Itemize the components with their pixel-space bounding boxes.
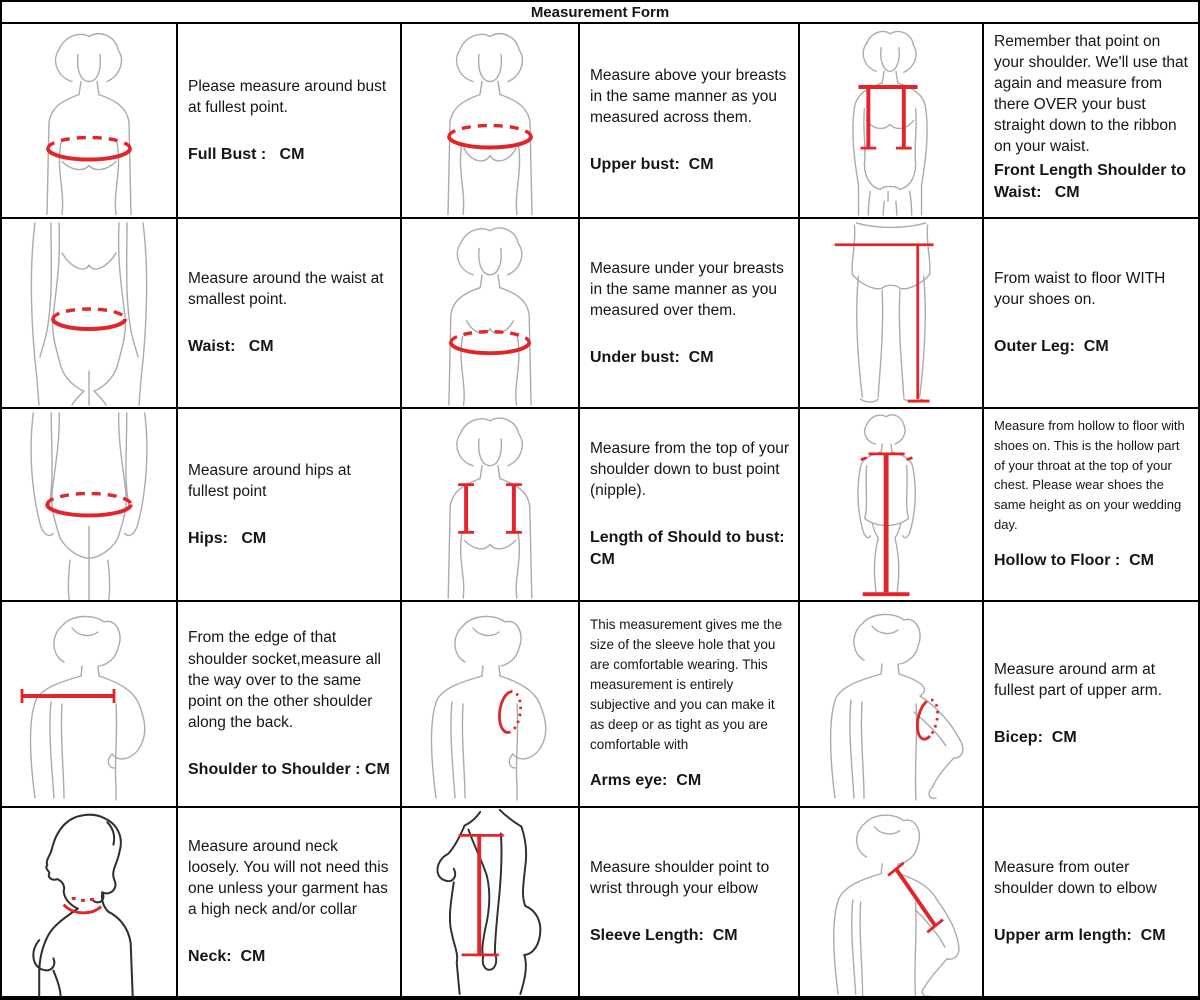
arms-eye-figure <box>402 602 578 806</box>
measure-label: Bicep: CM <box>994 729 1077 747</box>
measure-label: Full Bust : CM <box>188 145 305 163</box>
measure-description: Measure above your breasts in the same manner as you measured across them. <box>590 67 787 127</box>
measure-description: Remember that point on your shoulder. We'll use that again and measure from there OVER your bust straight down to the ribbon on your waist. <box>994 33 1188 156</box>
sleeve-length-illustration <box>402 808 578 996</box>
arms-eye-illustration <box>402 602 578 806</box>
measure-label: Outer Leg: CM <box>994 338 1109 356</box>
hollow-to-floor-figure <box>800 409 982 600</box>
waist-measure-line <box>53 309 125 329</box>
upper-arm-length-cell <box>984 808 1198 996</box>
measure-label: Sleeve Length: CM <box>590 927 738 945</box>
hollow-to-floor-measure-line <box>861 454 913 594</box>
measure-label: Length of Should to bust: CM <box>590 529 794 569</box>
upper-bust-figure <box>402 24 578 217</box>
page-title: Measurement Form <box>2 2 1198 22</box>
sleeve-length-cell <box>580 808 798 996</box>
shoulder-to-bust-illustration <box>402 409 578 600</box>
full-bust-illustration <box>2 24 176 217</box>
bicep-cell <box>984 602 1198 806</box>
hollow-to-floor-illustration <box>800 409 982 600</box>
front-length-cell <box>984 24 1198 217</box>
shoulder-to-bust-cell <box>580 409 798 600</box>
waist-cell <box>178 219 400 407</box>
shoulder-to-bust-figure <box>402 409 578 600</box>
measure-description: Measure around hips at fullest point <box>188 461 351 500</box>
measure-label: Hollow to Floor : CM <box>994 551 1154 569</box>
outer-leg-illustration <box>800 219 982 407</box>
under-bust-cell <box>580 219 798 407</box>
neck-illustration <box>2 808 176 996</box>
full-bust-figure <box>2 24 176 217</box>
measure-description: Measure around neck loosely. You will not need this one unless your garment has a high neck and/or collar <box>188 837 389 919</box>
outer-leg-measure-line <box>835 245 934 401</box>
hips-figure <box>2 409 176 600</box>
upper-arm-length-figure <box>800 808 982 996</box>
upper-bust-illustration <box>402 24 578 217</box>
measure-description: This measurement gives me the size of the sleeve hole that you are comfortable wearing. This measurement is entirely subjective and you can make it as deep or as tight as you are comfortable with <box>590 617 783 753</box>
front-length-illustration <box>800 24 982 217</box>
hips-cell <box>178 409 400 600</box>
under-bust-measure-line <box>451 332 529 354</box>
sleeve-length-measure-line <box>459 835 504 954</box>
measure-description: Measure from hollow to floor with shoes on. This is the hollow part of your throat at the top of your chest. Please wear shoes the same height as on your wedding day. <box>994 418 1185 532</box>
measure-description: Measure under your breasts in the same manner as you measured over them. <box>590 259 784 319</box>
measure-label: Shoulder to Shoulder : CM <box>188 760 390 778</box>
full-bust-cell <box>178 24 400 217</box>
front-length-measure-line <box>859 87 918 148</box>
measure-description: From the edge of that shoulder socket,measure all the way over to the same point on the other shoulder along the back. <box>188 629 381 731</box>
waist-illustration <box>2 219 176 407</box>
measure-label: Front Length Shoulder to Waist: CM <box>994 162 1191 202</box>
measure-description: Please measure around bust at fullest point. <box>188 77 387 116</box>
waist-figure <box>2 219 176 407</box>
outer-leg-figure <box>800 219 982 407</box>
shoulder-to-bust-measure-line <box>458 485 522 533</box>
measure-label: Arms eye: CM <box>590 772 702 790</box>
measure-label: Neck: CM <box>188 948 266 966</box>
shoulder-to-shoulder-cell <box>178 602 400 806</box>
measure-label: Waist: CM <box>188 338 274 356</box>
bicep-figure <box>800 602 982 806</box>
measure-label: Hips: CM <box>188 529 267 547</box>
bicep-measure-line <box>917 700 937 739</box>
neck-measure-line <box>64 898 102 912</box>
upper-arm-length-illustration <box>800 808 982 996</box>
front-length-figure <box>800 24 982 217</box>
upper-bust-cell <box>580 24 798 217</box>
hollow-to-floor-cell <box>984 409 1198 600</box>
hips-measure-line <box>47 494 131 516</box>
hips-illustration <box>2 409 176 600</box>
measure-description: Measure shoulder point to wrist through your elbow <box>590 859 770 898</box>
neck-cell <box>178 808 400 996</box>
shoulder-to-shoulder-illustration <box>2 602 176 806</box>
measure-description: Measure around the waist at smallest point. <box>188 270 384 309</box>
upper-bust-measure-line <box>449 126 531 148</box>
under-bust-figure <box>402 219 578 407</box>
arms-eye-cell <box>580 602 798 806</box>
measure-label: Upper bust: CM <box>590 156 714 174</box>
measure-label: Under bust: CM <box>590 348 714 366</box>
shoulder-to-shoulder-figure <box>2 602 176 806</box>
outer-leg-cell <box>984 219 1198 407</box>
measure-label: Upper arm length: CM <box>994 927 1166 945</box>
under-bust-illustration <box>402 219 578 407</box>
sleeve-length-figure <box>402 808 578 996</box>
measure-description: Measure around arm at fullest part of upper arm. <box>994 661 1162 700</box>
measure-description: Measure from outer shoulder down to elbow <box>994 859 1157 898</box>
measure-description: From waist to floor WITH your shoes on. <box>994 270 1166 309</box>
neck-figure <box>2 808 176 996</box>
measure-description: Measure from the top of your shoulder down to bust point (nipple). <box>590 440 790 500</box>
bicep-illustration <box>800 602 982 806</box>
